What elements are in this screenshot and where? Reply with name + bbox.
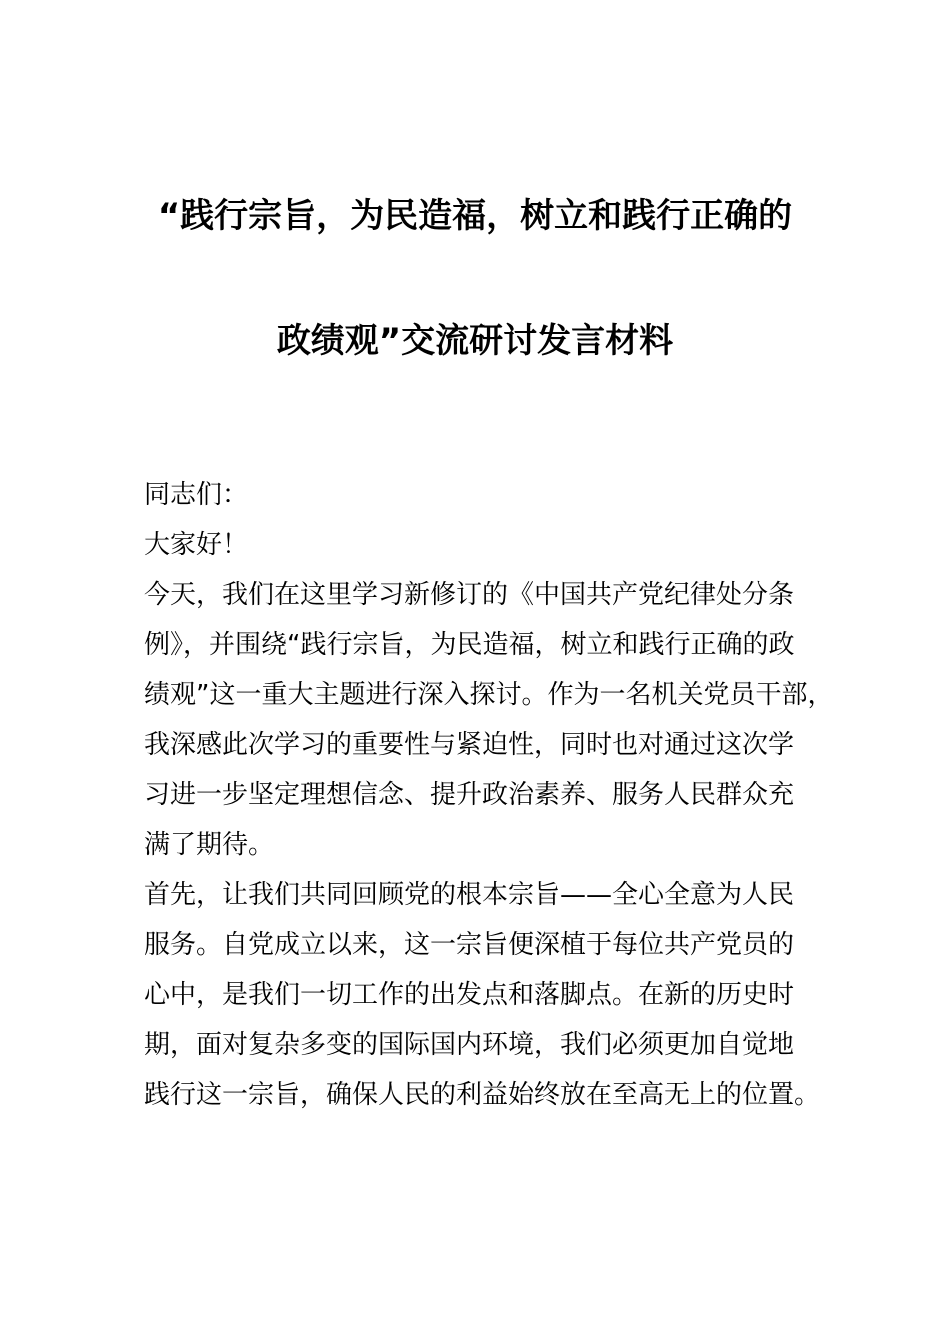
title-line-2: 政绩观”交流研讨发言材料 [276,321,674,361]
body-line: 践行这一宗旨，确保人民的利益始终放在至高无上的位置。 [144,1080,821,1110]
body-line: 心中，是我们一切工作的出发点和落脚点。在新的历史时 [144,980,795,1010]
body-line: 例》，并围绕“践行宗旨，为民造福，树立和践行正确的政 [144,630,795,660]
body-line: 期，面对复杂多变的国际国内环境，我们必须更加自觉地 [144,1030,795,1060]
body-line: 习进一步坚定理想信念、提升政治素养、服务人民群众充 [144,780,795,810]
salutation: 同志们： [144,480,249,510]
body-line: 服务。自党成立以来，这一宗旨便深植于每位共产党员的 [144,930,795,960]
document-body [144,470,834,1120]
title-line-1: “践行宗旨，为民造福，树立和践行正确的 [157,196,793,236]
body-line: 绩观”这一重大主题进行深入探讨。作为一名机关党员干部， [144,680,834,710]
body-line: 今天，我们在这里学习新修订的《中国共产党纪律处分条 [144,580,795,610]
body-line: 我深感此次学习的重要性与紧迫性，同时也对通过这次学 [144,730,795,760]
body-line: 满了期待。 [144,830,275,860]
greeting: 大家好！ [144,530,249,560]
body-line: 首先，让我们共同回顾党的根本宗旨——全心全意为人民 [144,880,795,910]
document-title [0,196,950,361]
